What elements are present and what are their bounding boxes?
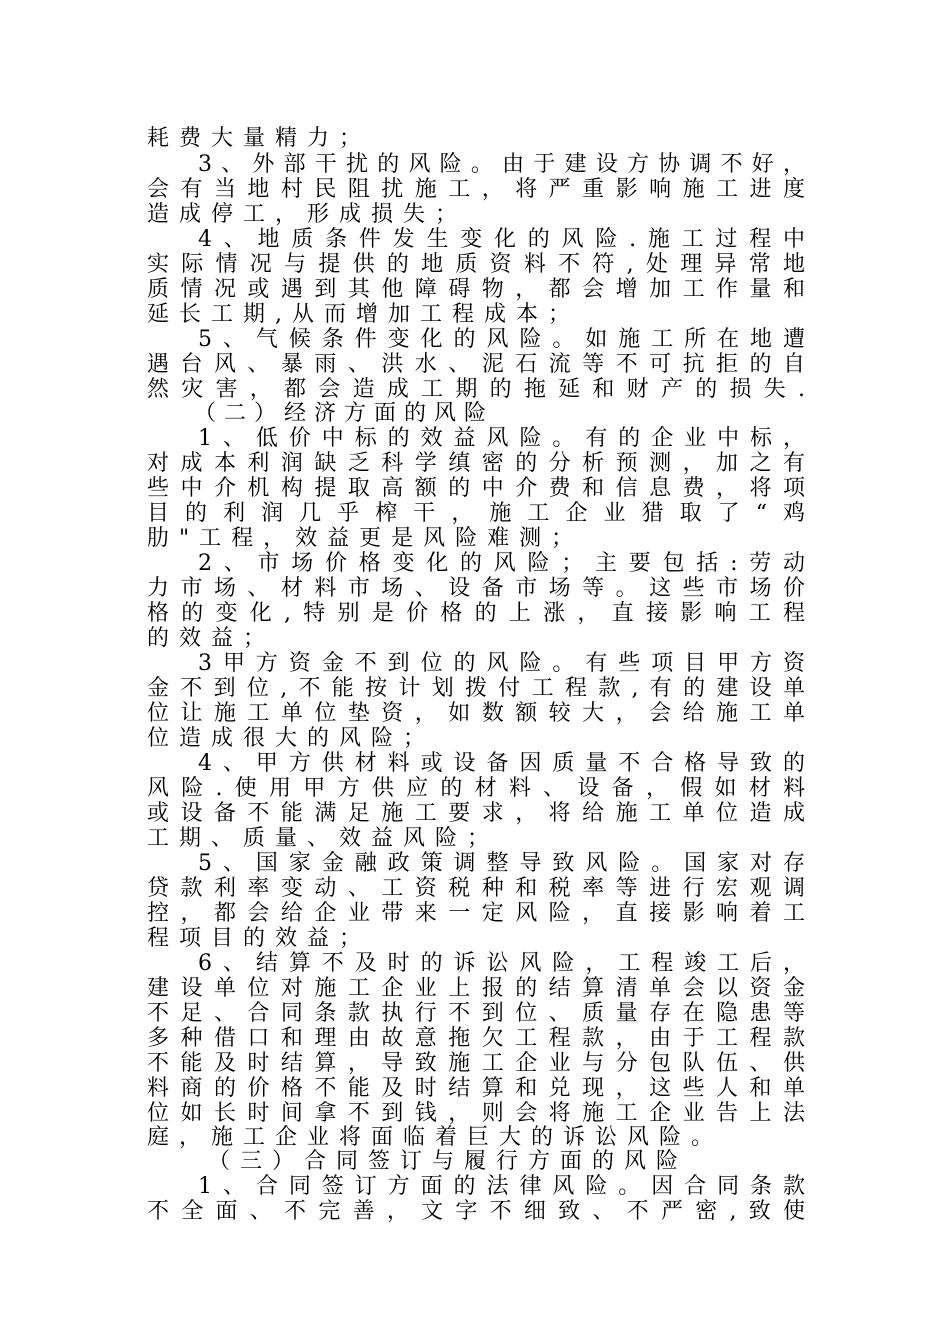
text-line: 3、外部干扰的风险。由于建设方协调不好， (198, 152, 807, 177)
text-line: 目的利润几乎榨干，施工企业猎取了“鸡 (147, 501, 807, 526)
text-line: 质情况或遇到其他障碍物，都会增加工作量和 (147, 277, 807, 302)
text-line: 实际情况与提供的地质资料不符,处理异常地 (147, 252, 807, 277)
text-line: 遇台风、暴雨、洪水、泥石流等不可抗拒的自 (147, 352, 807, 377)
text-line: 肋"工程，效益更是风险难测； (147, 526, 584, 551)
text-line: 不能及时结算，导致施工企业与分包队伍、供 (147, 1051, 807, 1076)
text-line: 建设单位对施工企业上报的结算清单会以资金 (147, 976, 807, 1001)
text-line: 些中介机构提取高额的中介费和信息费，将项 (147, 476, 807, 501)
text-line: 料商的价格不能及时结算和兑现，这些人和单 (147, 1076, 807, 1101)
text-line: 5、气候条件变化的风险。如施工所在地遭 (198, 327, 807, 352)
text-line: 程项目的效益； (147, 926, 372, 951)
text-line: 对成本利润缺乏科学缜密的分析预测，加之有 (147, 451, 807, 476)
text-line: 庭，施工企业将面临着巨大的诉讼风险。 (147, 1125, 724, 1150)
text-line: 工期、质量、效益风险； (147, 826, 500, 851)
text-line: 5、国家金融政策调整导致风险。国家对存 (198, 851, 807, 876)
text-line: 然灾害，都会造成工期的拖延和财产的损失. (147, 377, 807, 402)
text-line: 控，都会给企业带来一定风险，直接影响着工 (147, 901, 807, 926)
text-line: 会有当地村民阻扰施工，将严重影响施工进度 (147, 177, 807, 202)
text-line: 耗费大量精力； (147, 126, 372, 151)
text-line: 贷款利率变动、工资税种和税率等进行宏观调 (147, 876, 807, 901)
section-heading: （二）经济方面的风险 (194, 401, 495, 426)
text-line: 1、合同签订方面的法律风险。因合同条款 (198, 1174, 807, 1199)
text-line: 4、地质条件发生变化的风险.施工过程中 (198, 227, 807, 252)
text-line: 1、低价中标的效益风险。有的企业中标， (198, 426, 807, 451)
text-line: 多种借口和理由故意拖欠工程款，由于工程款 (147, 1026, 807, 1051)
text-line: 风险.使用甲方供应的材料、设备，假如材料 (147, 776, 807, 801)
text-line: 力市场、材料市场、设备市场等。这些市场价 (147, 576, 807, 601)
text-line: 金不到位,不能按计划拨付工程款,有的建设单 (147, 676, 807, 701)
text-line: 4、甲方供材料或设备因质量不合格导致的 (198, 751, 807, 776)
text-line: 不足、合同条款执行不到位、质量存在隐患等 (147, 1001, 807, 1026)
text-line: 不全面、不完善，文字不细致、不严密,致使 (147, 1199, 807, 1224)
text-line: 或设备不能满足施工要求，将给施工单位造成 (147, 801, 807, 826)
text-line: 格的变化,特别是价格的上涨，直接影响工程 (147, 601, 807, 626)
text-line: 2、市场价格变化的风险；主要包括:劳动 (198, 551, 807, 576)
text-line: 延长工期,从而增加工程成本； (147, 302, 580, 327)
text-line: 的效益； (147, 626, 276, 651)
text-line: 3甲方资金不到位的风险。有些项目甲方资 (198, 651, 807, 676)
text-line: 造成停工，形成损失； (147, 202, 468, 227)
text-line: 位让施工单位垫资，如数额较大，会给施工单 (147, 701, 807, 726)
text-line: 6、结算不及时的诉讼风险，工程竣工后， (198, 951, 807, 976)
text-line: 位造成很大的风险； (147, 726, 436, 751)
text-line: 位如长时间拿不到钱，则会将施工企业告上法 (147, 1101, 807, 1126)
section-heading: （三）合同签订与履行方面的风险 (208, 1149, 689, 1174)
